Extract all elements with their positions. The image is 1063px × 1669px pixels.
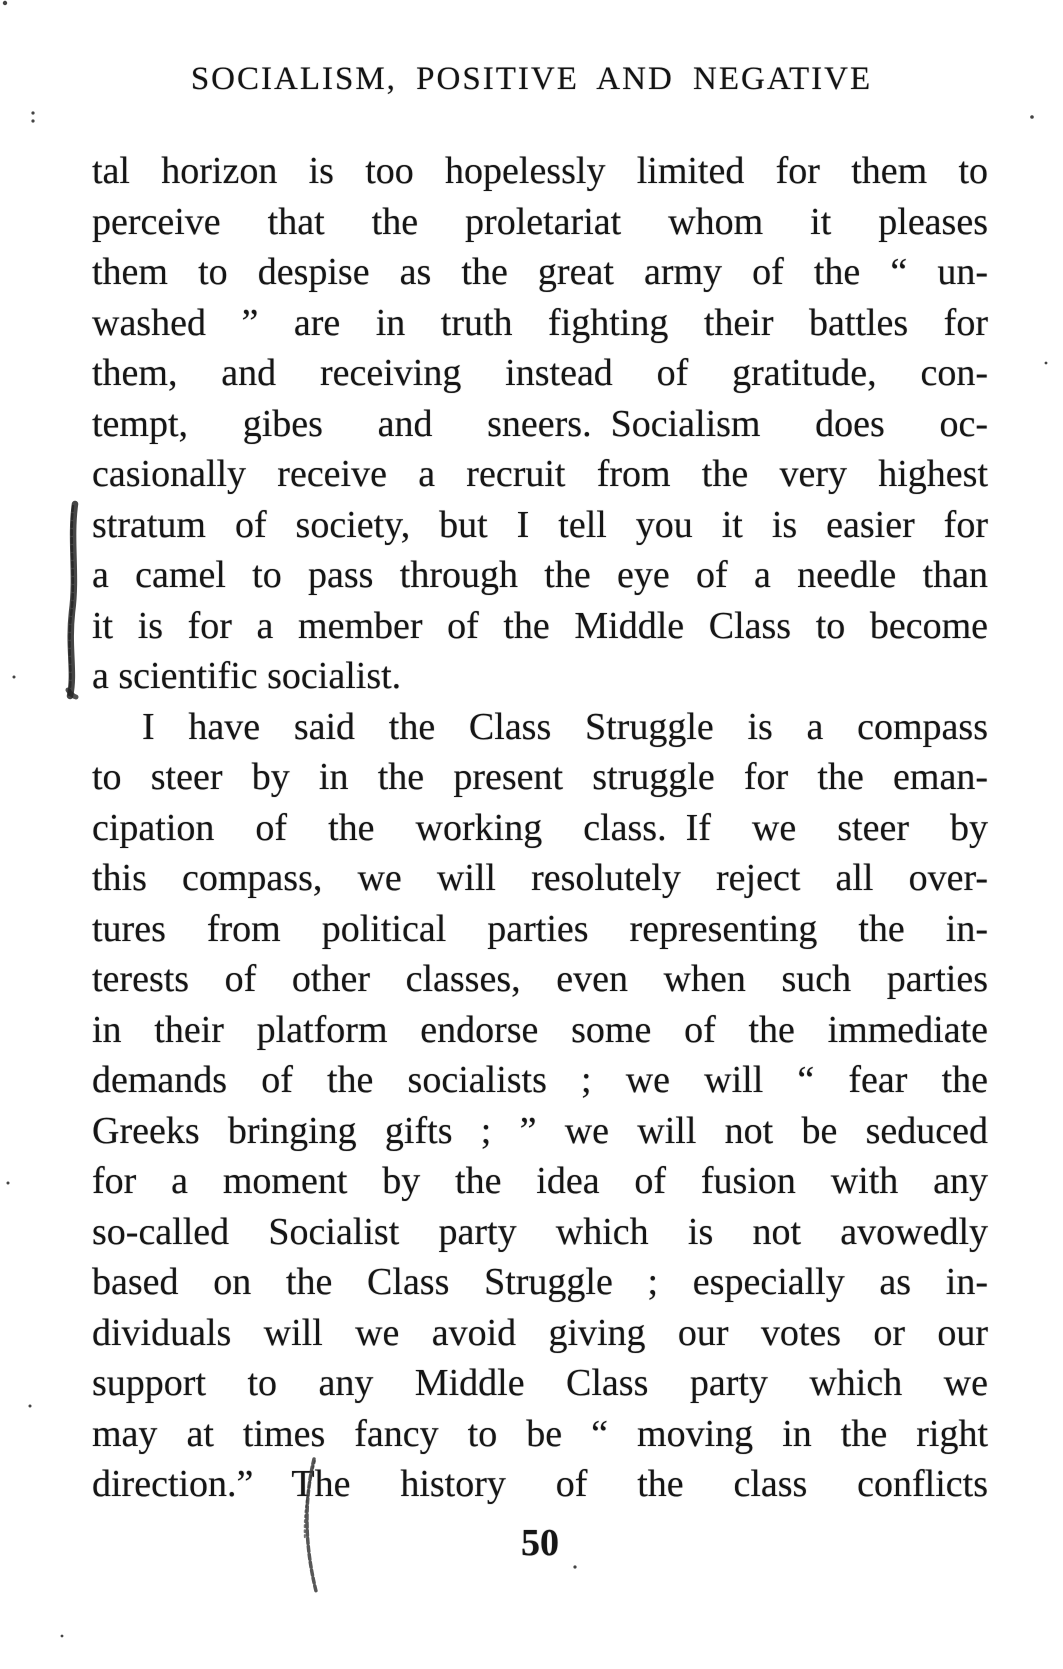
scan-noise-dot <box>1045 362 1048 365</box>
text-line: may at times fancy to be “ moving in the right <box>92 1412 988 1455</box>
text-line: in their platform endorse some of the immediate <box>92 1008 988 1051</box>
text-line: stratum of society, but I tell you it is easier for <box>92 503 988 546</box>
text-line: so-called Socialist party which is not avowedly <box>92 1210 988 1253</box>
text-line: cipation of the working class. If we steer by <box>92 806 988 849</box>
running-head: SOCIALISM, POSITIVE AND NEGATIVE <box>190 61 873 97</box>
scan-noise-dot <box>7 1182 10 1185</box>
text-line: them to despise as the great army of the “ un- <box>92 251 988 293</box>
text-line: a camel to pass through the eye of a needle than <box>92 554 988 596</box>
text-line: terests of other classes, even when such parties <box>92 958 988 1000</box>
scan-noise-dot <box>29 1405 32 1408</box>
scan-noise-dot <box>31 111 34 114</box>
text-line: this compass, we will resolutely reject all over- <box>92 857 988 899</box>
text-line: Greeks bringing gifts ; ” we will not be seduced <box>92 1109 988 1152</box>
text-line: for a moment by the idea of fusion with any <box>92 1160 988 1202</box>
text-block <box>92 146 988 1510</box>
text-line: washed ” are in truth fighting their battles for <box>92 301 988 344</box>
text-line: tures from political parties representing the in- <box>92 907 988 950</box>
pencil-margin-line-icon <box>68 504 76 697</box>
text-line: perceive that the proletariat whom it pleases <box>92 200 988 243</box>
text-line: tempt, gibes and sneers. Socialism does oc- <box>92 402 988 445</box>
scan-noise-dot <box>3 1 7 5</box>
text-line: to steer by in the present struggle for the eman- <box>92 756 988 798</box>
text-line: based on the Class Struggle ; especially as in- <box>92 1261 988 1303</box>
text-line: support to any Middle Class party which we <box>92 1362 988 1404</box>
text-line: direction.” The history of the class conflicts <box>92 1463 988 1505</box>
text-line: it is for a member of the Middle Class to become <box>92 604 988 647</box>
text-line: dividuals will we avoid giving our votes or our <box>92 1311 988 1354</box>
page-number: 50 <box>521 1522 559 1564</box>
scan-noise-dot <box>1030 115 1034 119</box>
text-line: casionally receive a recruit from the very highest <box>92 453 988 495</box>
text-line: a scientific socialist. <box>92 655 402 697</box>
text-line: demands of the socialists ; we will “ fear the <box>92 1059 988 1101</box>
text-line: tal horizon is too hopelessly limited for them to <box>92 150 988 192</box>
text-line: them, and receiving instead of gratitude, con- <box>92 352 988 394</box>
scan-noise-dot <box>573 1565 576 1568</box>
text-line: I have said the Class Struggle is a compass <box>142 705 988 748</box>
scan-noise-dot <box>31 119 34 122</box>
scan-noise-dot <box>61 1635 64 1638</box>
scan-noise-dot <box>13 676 16 679</box>
